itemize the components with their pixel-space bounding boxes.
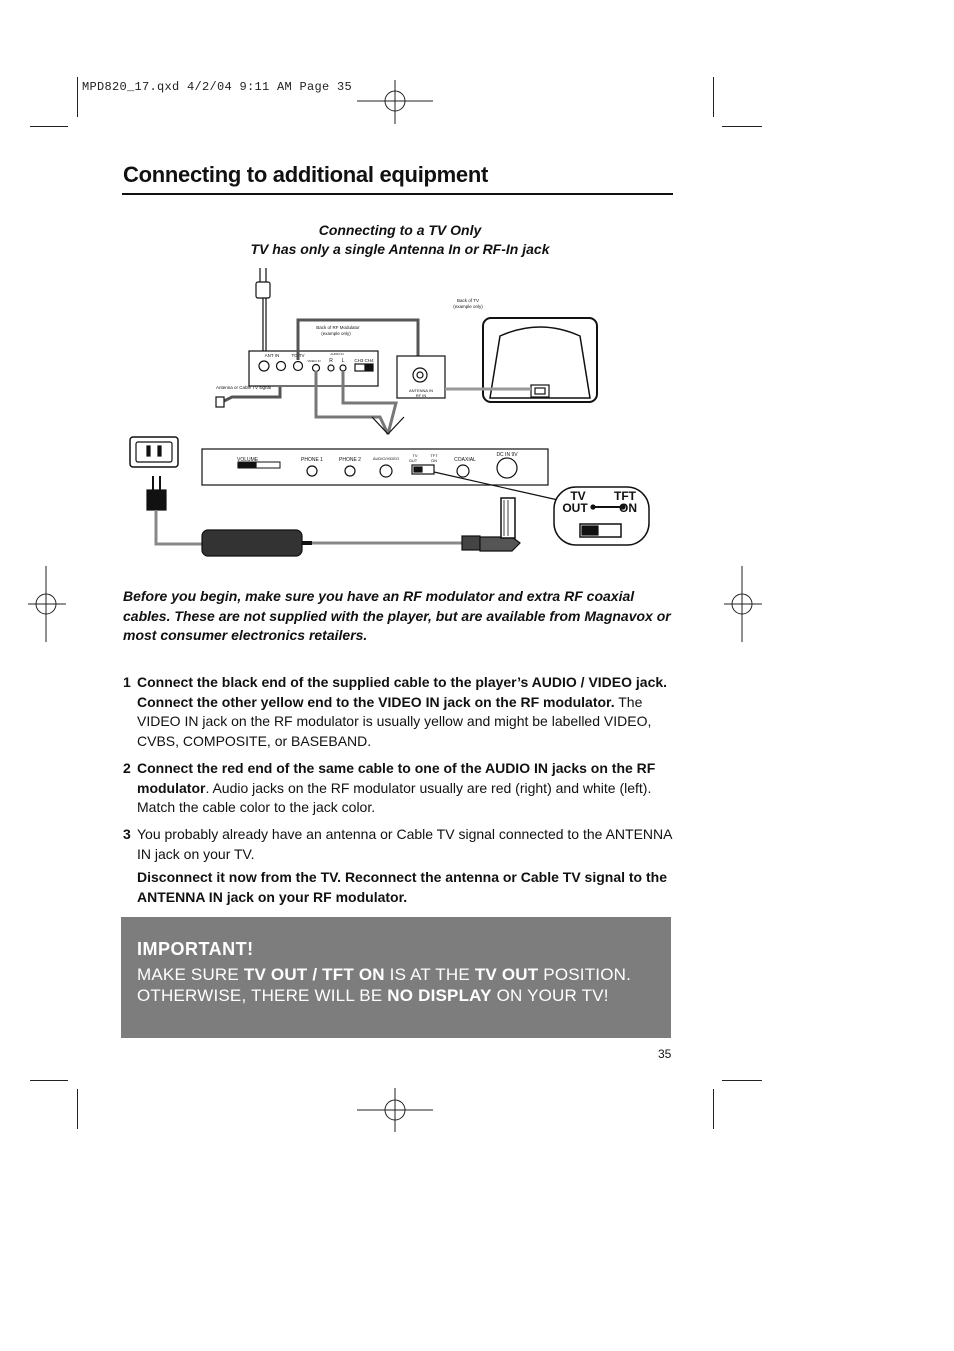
step-1 [123,673,683,751]
label-tv-example: (example only) [453,304,483,309]
label-audio-video: AUDIO/VIDEO [372,456,400,461]
step-3 [123,825,683,907]
intro-paragraph: Before you begin, make sure you have an RF modulator and extra RF coaxial cables. These are not supplied with the player, but are available from Magnavox or most consumer electronics retailers. [123,588,671,643]
important-heading: IMPORTANT! [137,939,254,959]
label-antenna-signal: Antenna or Cable TV signal [216,385,271,390]
zoom-label-out: OUT [562,501,588,515]
label-dc-in: DC IN 9V [496,452,518,458]
page-title: Connecting to additional equipment [123,162,489,187]
step-bold: Connect the black end of the supplied cable to the player’s AUDIO / VIDEO jack. Connect the other yellow end to the VIDEO IN jack on the RF modulator. [137,674,668,710]
power-plug-icon [256,268,270,352]
print-slug: MPD820_17.qxd 4/2/04 9:11 AM Page 35 [82,80,353,94]
zoom-label-tv: TV [570,489,586,503]
connection-diagram [0,0,954,600]
label-phone1: PHONE 1 [301,457,323,463]
important-line-2: OTHERWISE, THERE WILL BE NO DISPLAY ON YOUR TV! [137,986,609,1005]
label-tft-small: TFT [430,453,438,458]
label-coaxial: COAXIAL [454,457,476,463]
zoom-label-on: ON [619,501,637,515]
page-number: 35 [658,1047,672,1061]
label-phone2: PHONE 2 [339,457,361,463]
step-number: 2 [123,760,131,776]
label-back-of-rf: Back of RF Modulator [316,325,360,330]
diagram-caption-line1: Connecting to a TV Only [318,222,482,238]
label-ant-in: ANT IN [264,353,280,358]
label-antenna-in: ANTENNA IN [408,388,434,393]
step-text: The VIDEO IN jack on the RF modulator is usually yellow and might be labelled VIDEO, CVBS, COMPOSITE, or BASEBAND. [137,693,652,749]
step-text: You probably already have an antenna or Cable TV signal connected to the ANTENNA IN jack on your TV. [137,826,672,862]
power-adapter-icon [202,530,302,556]
step-text: . Audio jacks on the RF modulator usually are red (right) and white (left). Match the cable color to the jack color. [137,779,652,815]
label-volume: VOLUME [237,457,259,463]
ac-plug-icon [147,490,166,510]
zoom-label-tft: TFT [614,489,636,503]
diagram-caption-line2: TV has only a single Antenna In or RF-In jack [250,241,550,257]
label-l: L [341,358,345,364]
important-notice [121,917,671,1038]
label-audio-in: AUDIO IN [330,352,344,356]
label-ch3-ch4: CH3 CH4 [354,358,374,363]
step-2 [123,759,683,818]
important-line-1: MAKE SURE TV OUT / TFT ON IS AT THE TV OUT POSITION. [137,965,632,984]
label-to-tv: TO TV [291,353,305,358]
step-bold: Disconnect it now from the TV. Reconnect the antenna or Cable TV signal to the ANTENNA IN jack on your RF modulator. [137,869,667,905]
step-number: 1 [123,674,131,690]
step-number: 3 [123,826,131,842]
label-r: R [329,358,333,364]
step-bold: Connect the red end of the same cable to one of the AUDIO IN jacks on the RF modulator [137,760,656,796]
label-video-in: VIDEO IN [307,359,321,363]
label-rf-example: (example only) [321,331,351,336]
label-out-small: OUT [408,458,418,463]
label-tv-small: TV [412,453,418,458]
label-on-small: ON [431,458,437,463]
label-back-of-tv: Back of TV [457,298,479,303]
label-rf-in: RF IN [415,393,427,398]
